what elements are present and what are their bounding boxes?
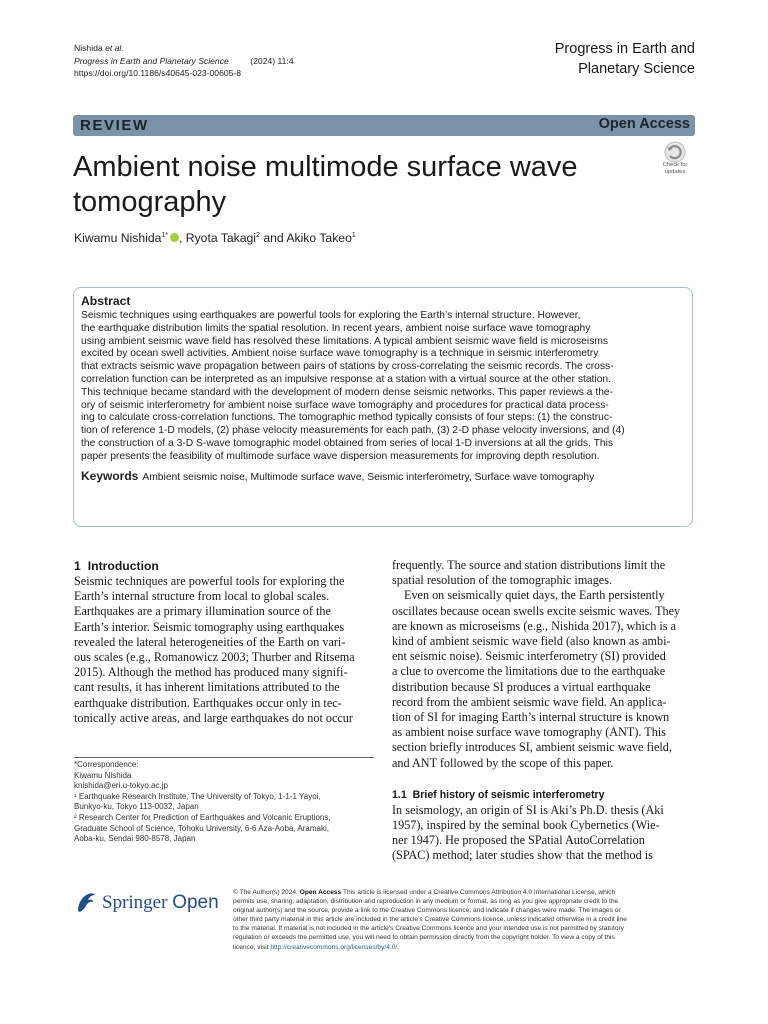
check-for-updates-badge[interactable]: Check for updates: [655, 141, 695, 181]
introduction-paragraph: Seismic techniques are powerful tools for exploring the Earth’s internal structure from local to global scales. Earthquakes are a primary illumination source of the Earth’s interior. Seismic tomography using earthquakes revealed the lateral heterogeneities of the Earth on vari- ous scales (e.g., Romanowicz 2003; Thurber and Ritsema 2015). Although the method has produced many signifi- cant results, it has inherent limitations attributed to the earthquake distribution. Earthquakes occur only in tec- tonically active areas, and large earthquakes do not occur: [74, 574, 355, 725]
section-heading-introduction: 1 Introduction: [74, 559, 159, 573]
header-authors: Nishida: [74, 43, 106, 53]
check-updates-icon: [655, 141, 695, 163]
abstract-box: [73, 287, 693, 527]
left-column: [74, 558, 374, 726]
running-header: [74, 42, 294, 80]
article-type-label: REVIEW: [80, 117, 149, 134]
springer-horse-icon: [74, 889, 98, 915]
author-list: Kiwamu Nishida$^{1*}$ , Ryota Takagi$^2$ and Akiko Takeo$^1$: [74, 231, 356, 245]
header-etal: et al.: [105, 43, 124, 53]
article-title: Ambient noise multimode surface wave tomography: [73, 151, 578, 218]
correspondence-footnotes: *Correspondence: Kiwamu Nishida knishida@eri.u-tokyo.ac.jp ¹ Earthquake Research Institute, The University of Tokyo, 1-1-1 Yayoi, Bunkyo-ku, Tokyo 113-0032, Japan ² Research Center for Prediction of Earthquakes and Volcanic Eruptions, Graduate School of Science, Tohoku University, 6-6 Aza-Aoba, Aramaki, Aoba-ku, Sendai 980-8578, Japan: [74, 757, 374, 845]
license-statement: © The Author(s) 2024. Open Access This article is licensed under a Creative Commons Attribution 4.0 International License, which permits use, sharing, adaptation, distribution and reproduction in any medium or format, as long as you give appropriate credit to the original author(s) and the source, provide a link to the Creative Commons licence, and indicate if changes were made. The images or other third party material in this article are included in the article’s Creative Commons licence, unless indicated otherwise in a credit line to the material. If material is not included in the article’s Creative Commons licence and your intended use is not permitted by statutory regulation or exceeds the permitted use, you will need to obtain permission directly from the copyright holder. To view a copy of this licence, visit http://creativecommons.org/licenses/by/4.0/.: [233, 889, 627, 951]
subsection-heading-brief-history: 1.1 Brief history of seismic interferometry: [392, 788, 605, 801]
keywords-label: Keywords: [81, 468, 139, 483]
email-link[interactable]: knishida@eri.u-tokyo.ac.jp: [74, 781, 168, 791]
introduction-continued: frequently. The source and station distributions limit the spatial resolution of the tomographic images. Even on seismically quiet days, the Earth persistently oscillates because ocean swells excite seismic waves. They are known as microseisms (e.g., Nishida 2017), which is a kind of ambient seismic wave field (also known as ambi- ent seismic noise). Seismic interferometry (SI) provided a clue to overcome the limitations due to the earthquake distribution because SI produces a virtual earthquake record from the ambient seismic wave field. An applica- tion of SI for imaging Earth’s internal structure is known as ambient noise surface wave tomography (ANT). This section briefly introduces SI, ambient seismic wave field, and ANT followed by the scope of this paper.: [392, 558, 681, 770]
journal-brand: Progress in Earth and Planetary Science: [554, 41, 695, 77]
author-name[interactable]: Kiwamu Nishida: [74, 231, 162, 245]
abstract-heading: Abstract: [81, 294, 131, 308]
article-type-bar: [73, 115, 695, 136]
abstract-text: Seismic techniques using earthquakes are powerful tools for exploring the Earth’s internal structure. However, the earthquake distribution limits the spatial resolution. In recent years, ambient noise surface wave tomography using ambient seismic wave field has resolved these limitations. A typical ambient seismic wave field is microseisms excited by ocean swell activities. Ambient noise surface wave tomography is a technique in seismic interferometry that extracts seismic wave propagation between pairs of stations by cross-correlating the seismic records. The cross- correlation function can be interpreted as an impulsive response at a station with a virtual source at the other station. This technique became standard with the development of modern dense seismic networks. This paper reviews a the- ory of seismic interferometry for ambient noise surface wave tomography and procedures for practical data process- ing to calculate cross-correlation functions. The tomographic method typically consists of four steps: (1) the construc- tion of reference 1-D models, (2) phase velocity measurements for each path, (3) 2-D phase velocity inversions, and (4) the construction of a 3-D S-wave tomographic model obtained from series of local 1-D inversions at all the grids. This paper presents the feasibility of multimode surface wave dispersion measurements for improving depth resolution.: [81, 310, 625, 462]
brief-history-paragraph: In seismology, an origin of SI is Aki’s Ph.D. thesis (Aki 1957), inspired by the seminal book Cybernetics (Wie- ner 1947). He proposed the SPatial AutoCorrelation (SPAC) method; later studies show that the method is: [392, 802, 664, 863]
right-column: [392, 558, 694, 864]
doi-link[interactable]: https://doi.org/10.1186/s40645-023-00605-8: [74, 68, 242, 79]
header-volume: (2024) 11:4: [250, 55, 294, 66]
open-access-label: Open Access: [598, 116, 690, 132]
header-journal: Progress in Earth and Planetary Science: [74, 55, 229, 66]
license-link[interactable]: http://creativecommons.org/licenses/by/4.0/: [270, 943, 398, 951]
keywords-list: Ambient seismic noise, Multimode surface wave, Seismic interferometry, Surface wave tomography: [142, 471, 595, 483]
springer-open-logo[interactable]: Springer Open: [74, 889, 224, 917]
orcid-icon[interactable]: [170, 233, 179, 242]
keywords: [81, 470, 684, 484]
